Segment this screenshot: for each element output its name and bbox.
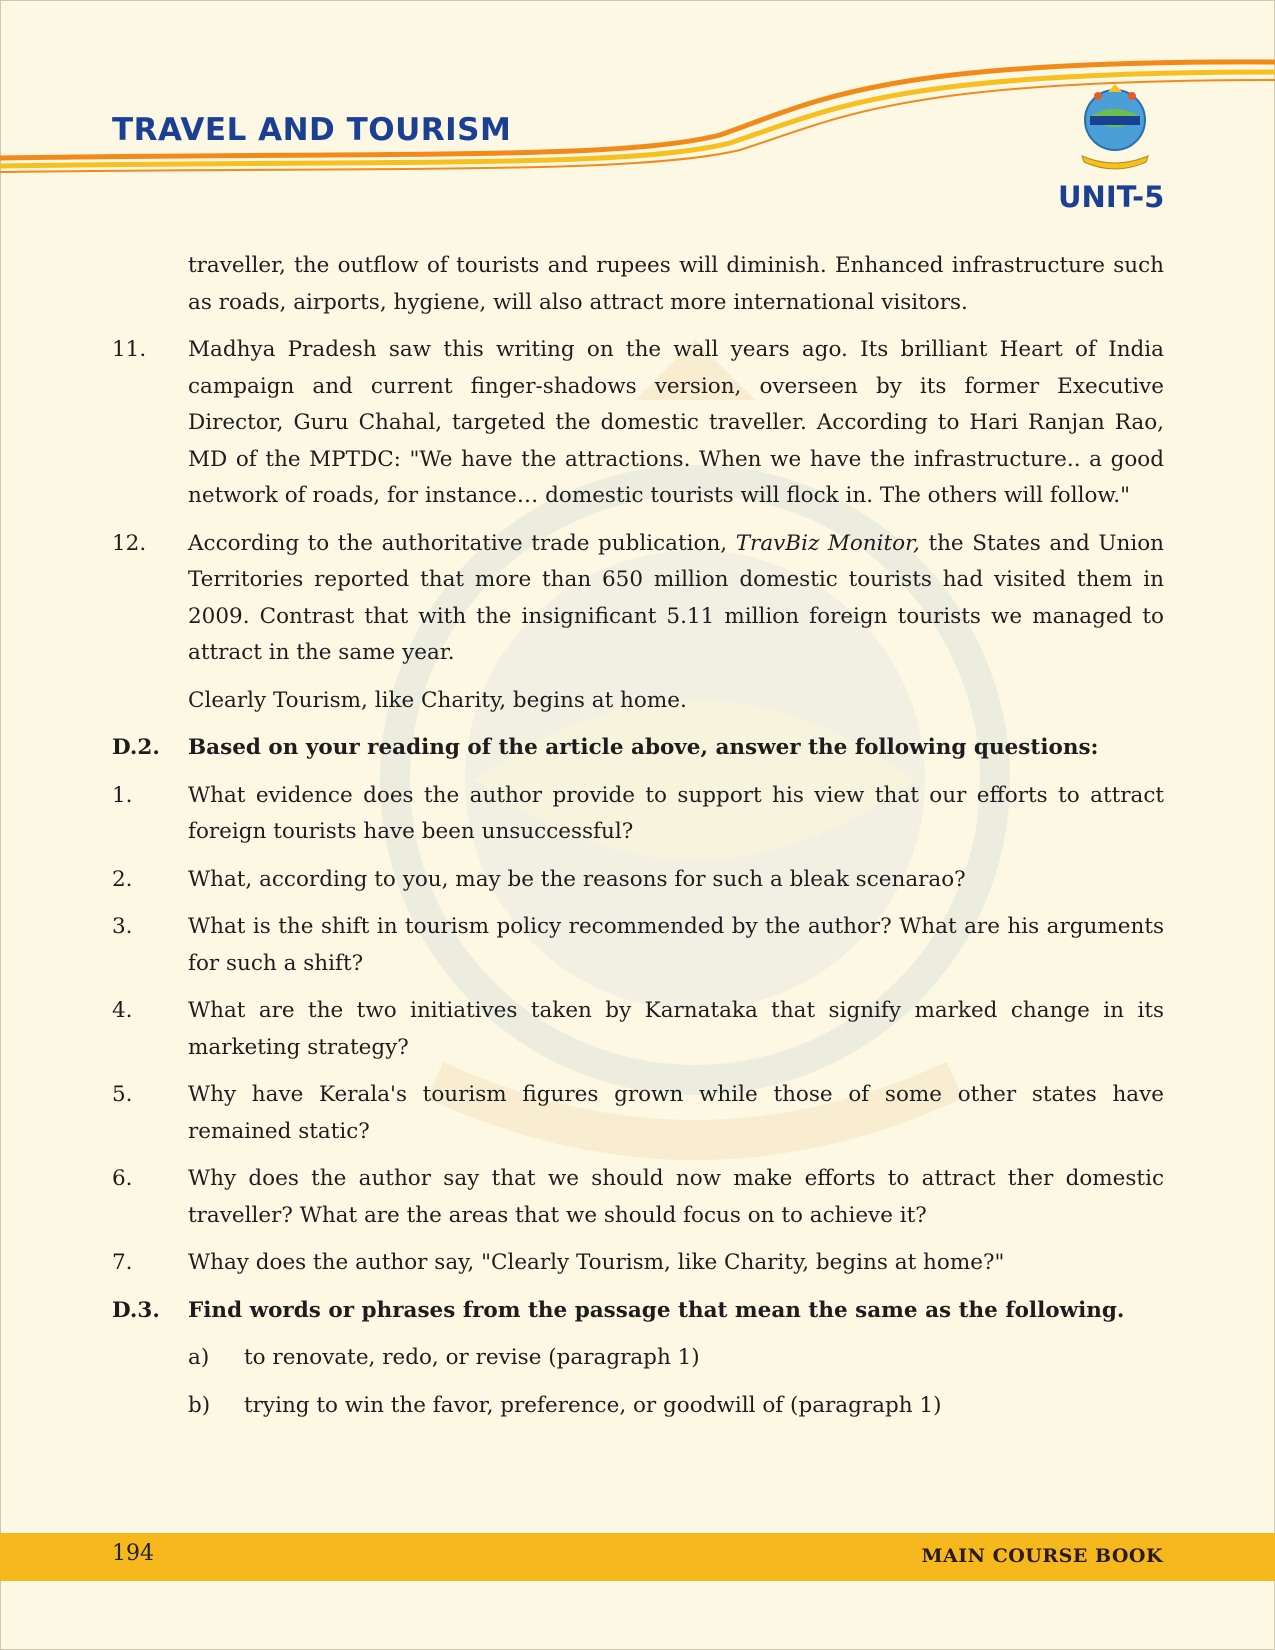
unit-label: UNIT-5: [1058, 180, 1165, 214]
section-heading: Find words or phrases from the passage that mean the same as the following.: [188, 1297, 1125, 1323]
question-number: 4.: [112, 998, 133, 1023]
vocabulary-item: [188, 1388, 1164, 1425]
paragraph-text: [188, 526, 1164, 672]
paragraph-number: 11.: [112, 337, 147, 362]
question-text: What are the two initiatives taken by Karnataka that signify marked change in its marketing strategy?: [188, 998, 1164, 1060]
paragraph-text: Madhya Pradesh saw this writing on the wall years ago. Its brilliant Heart of India campaign and current finger-shadows version, overseen by its former Executive Director, Guru Chahal, targeted the domestic traveller. According to Hari Ranjan Rao, MD of the MPTDC: "We have the attractions. When we have the infrastructure.. a good network of roads, for instance… domestic tourists will flock in. The others will follow.": [188, 337, 1164, 508]
question-text: Why have Kerala's tourism figures grown while those of some other states have remained static?: [188, 1082, 1164, 1144]
question-number: 6.: [112, 1166, 133, 1191]
item-letter: b): [188, 1392, 211, 1418]
paragraph-continued-text: traveller, the outflow of tourists and rupees will diminish. Enhanced infrastructure such as roads, airports, hygiene, will also attract more international visitors.: [188, 253, 1164, 315]
paragraph-11: [112, 332, 1164, 515]
question-number: 2.: [112, 866, 133, 892]
question-text: Why does the author say that we should now make efforts to attract ther domestic traveller? What are the areas that we should focus on to achieve it?: [188, 1166, 1164, 1228]
question-item: [112, 993, 1164, 1066]
cbse-logo-icon: [1072, 80, 1158, 176]
question-text: Whay does the author say, "Clearly Tourism, like Charity, begins at home?": [188, 1250, 1005, 1275]
section-heading: Based on your reading of the article above, answer the following questions:: [188, 735, 1099, 760]
page-number: 194: [112, 1541, 154, 1566]
question-number: 1.: [112, 782, 133, 808]
publication-title: TravBiz Monitor,: [735, 530, 920, 556]
question-text: What is the shift in tourism policy recommended by the author? What are his arguments for such a shift?: [188, 914, 1164, 976]
section-d3-heading: [112, 1293, 1164, 1330]
paragraph-text-part: the States and Union Territories reported that more than 650 million domestic tourists had visited them in 2009. Contrast that with the insignificant 5.11 million foreign tourists we managed to attract in the same year.: [188, 530, 1164, 665]
question-number: 7.: [112, 1250, 133, 1275]
question-number: 5.: [112, 1082, 133, 1107]
closing-line: [112, 683, 1164, 720]
question-item: [112, 909, 1164, 982]
question-item: [112, 1245, 1164, 1282]
question-item: [112, 778, 1164, 851]
question-text: What, according to you, may be the reasons for such a bleak scenarao?: [188, 866, 966, 892]
question-item: [112, 1077, 1164, 1150]
question-list: [112, 767, 1164, 1282]
paragraph-continued: [112, 248, 1164, 321]
closing-text: Clearly Tourism, like Charity, begins at home.: [188, 687, 687, 713]
section-label: D.3.: [112, 1297, 160, 1323]
book-title: MAIN COURSE BOOK: [921, 1545, 1163, 1567]
vocabulary-list: [112, 1340, 1164, 1424]
item-text: to renovate, redo, or revise (paragraph 1): [244, 1345, 700, 1370]
section-d2-heading: [112, 730, 1164, 767]
paragraph-text-part: According to the authoritative trade publication,: [188, 530, 736, 556]
item-letter: a): [188, 1345, 210, 1370]
paragraph-12: [112, 526, 1164, 672]
item-text: trying to win the favor, preference, or goodwill of (paragraph 1): [244, 1392, 942, 1418]
vocabulary-item: [188, 1340, 1164, 1377]
question-text: What evidence does the author provide to support his view that our efforts to attract foreign tourists have been unsuccessful?: [188, 782, 1164, 844]
question-item: [112, 1161, 1164, 1234]
page-content: [112, 248, 1164, 1424]
paragraph-number: 12.: [112, 530, 147, 556]
unit-title: TRAVEL AND TOURISM: [112, 112, 512, 148]
question-number: 3.: [112, 914, 133, 939]
section-label: D.2.: [112, 735, 160, 760]
question-item: [112, 862, 1164, 899]
